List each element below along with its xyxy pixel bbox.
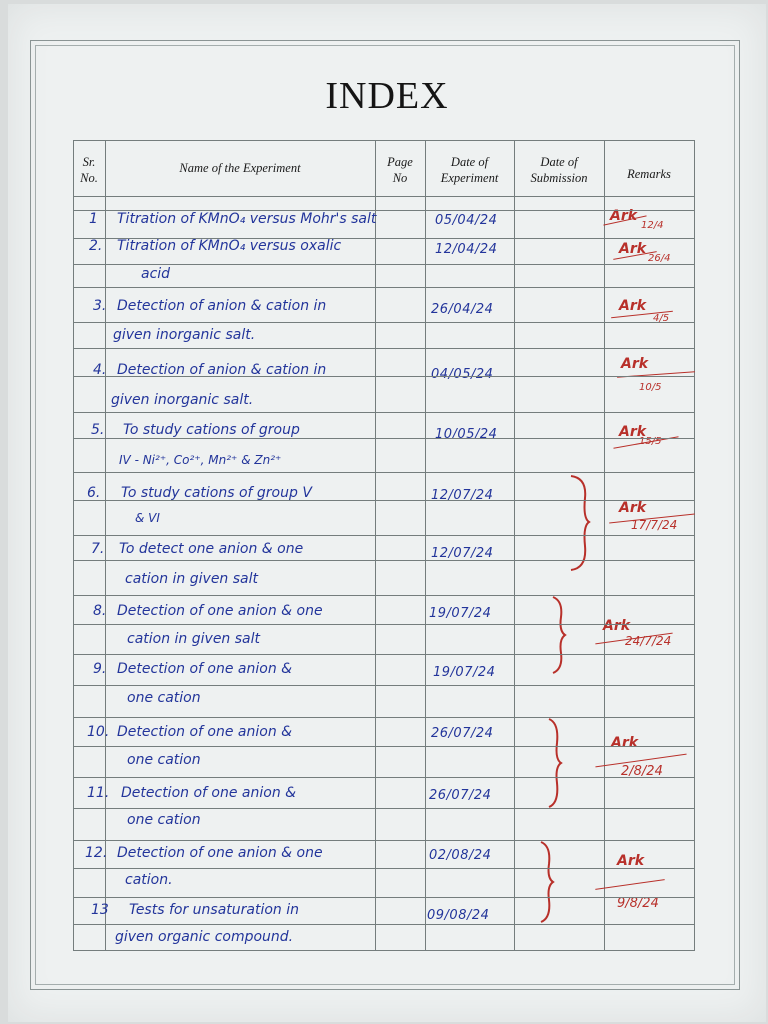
remark-date: 15/5 — [639, 436, 662, 447]
entry-number: 9. — [93, 661, 107, 677]
entry-number: 10. — [87, 724, 110, 740]
bracket — [569, 474, 593, 574]
entry-name-cont: acid — [141, 266, 171, 282]
table-rule — [73, 140, 695, 141]
entry-date: 12/07/24 — [431, 546, 494, 561]
remark-signature: Ark — [619, 500, 647, 516]
entry-name: To detect one anion & one — [119, 541, 304, 557]
table-rule — [73, 924, 695, 925]
table-rule — [73, 535, 695, 536]
entry-name-cont: one cation — [127, 812, 201, 828]
page-title: INDEX — [325, 75, 449, 117]
entry-number: 8. — [93, 603, 107, 619]
table-rule — [73, 808, 695, 809]
remark-signature: Ark — [619, 241, 647, 257]
entry-name-cont: cation in given salt — [125, 571, 259, 587]
remark-date: 4/5 — [653, 313, 670, 324]
remark-signature: Ark — [619, 424, 647, 440]
entry-name: Detection of one anion & — [117, 724, 293, 740]
entry-date: 10/05/24 — [435, 427, 498, 442]
table-rule — [73, 210, 695, 211]
table-rule — [73, 264, 695, 265]
remark-date: 9/8/24 — [617, 896, 659, 911]
table-rule — [73, 500, 695, 501]
remark-date: 2/8/24 — [621, 764, 663, 779]
entry-name: Detection of one anion & — [121, 785, 297, 801]
entry-name: Tests for unsaturation in — [129, 902, 300, 918]
entry-date: 26/07/24 — [429, 788, 492, 803]
entry-number: 3. — [93, 298, 107, 314]
index-table — [73, 140, 695, 950]
table-rule — [514, 140, 515, 950]
entry-name: Detection of one anion & one — [117, 845, 323, 861]
table-rule — [73, 196, 695, 197]
entry-name-cont: given inorganic salt. — [113, 327, 256, 343]
entry-date: 04/05/24 — [431, 367, 494, 382]
table-rule — [73, 560, 695, 561]
remark-signature: Ark — [603, 618, 631, 634]
entry-number: 6. — [87, 485, 101, 501]
remark-date: 17/7/24 — [631, 518, 678, 532]
entry-number: 5. — [91, 422, 105, 438]
entry-date: 19/07/24 — [433, 665, 496, 680]
entry-name-cont: given organic compound. — [115, 929, 294, 945]
table-rule — [73, 777, 695, 778]
entry-name-cont: one cation — [127, 752, 201, 768]
table-rule — [604, 140, 605, 950]
table-rule — [73, 348, 695, 349]
remark-date: 10/5 — [639, 382, 662, 393]
notebook-page — [8, 4, 766, 1022]
table-rule — [73, 322, 695, 323]
table-rule — [73, 897, 695, 898]
remark-signature: Ark — [617, 853, 645, 869]
entry-date: 12/04/24 — [435, 242, 498, 257]
entry-name: Detection of anion & cation in — [117, 362, 327, 378]
table-rule — [73, 717, 695, 718]
table-rule — [73, 595, 695, 596]
entry-name-cont: cation in given salt — [127, 631, 261, 647]
table-rule — [73, 868, 695, 869]
remark-date: 24/7/24 — [625, 634, 672, 648]
remark-signature: Ark — [610, 208, 638, 224]
header-page-no: Page No — [387, 155, 413, 185]
entry-name: Detection of one anion & — [117, 661, 293, 677]
entry-date: 12/07/24 — [431, 488, 494, 503]
table-rule — [73, 950, 695, 951]
entry-name: Detection of anion & cation in — [117, 298, 327, 314]
entry-date: 26/07/24 — [431, 726, 494, 741]
entry-number: 4. — [93, 362, 107, 378]
entry-date: 19/07/24 — [429, 606, 492, 621]
table-rule — [73, 685, 695, 686]
entry-name-cont: & VI — [135, 511, 160, 525]
entry-name: Titration of KMnO₄ versus oxalic — [117, 238, 342, 254]
entry-number: 2. — [89, 238, 103, 254]
entry-date: 05/04/24 — [435, 213, 498, 228]
remark-date: 12/4 — [641, 220, 664, 231]
table-rule — [375, 140, 376, 950]
header-remarks: Remarks — [627, 167, 671, 181]
remark-date: 26/4 — [648, 253, 671, 264]
entry-name-cont: cation. — [125, 872, 173, 888]
entry-number: 11. — [87, 785, 110, 801]
entry-date: 02/08/24 — [429, 848, 492, 863]
entry-number: 1 — [89, 211, 98, 227]
table-rule — [73, 376, 695, 377]
table-rule — [73, 654, 695, 655]
remark-signature: Ark — [619, 298, 647, 314]
table-rule — [105, 140, 106, 950]
bracket — [537, 840, 557, 924]
table-rule — [73, 140, 74, 950]
table-rule — [73, 287, 695, 288]
table-rule — [694, 140, 695, 950]
table-rule — [73, 746, 695, 747]
header-experiment-name: Name of the Experiment — [179, 161, 301, 175]
entry-number: 12. — [85, 845, 108, 861]
table-rule — [73, 438, 695, 439]
header-date-experiment: Date of Experiment — [440, 155, 499, 185]
remark-stroke — [595, 879, 664, 890]
entry-name-cont: one cation — [127, 690, 201, 706]
entry-name-cont: given inorganic salt. — [111, 392, 254, 408]
entry-name: Detection of one anion & one — [117, 603, 323, 619]
header-sr-no: Sr. No. — [80, 155, 98, 185]
bracket — [545, 717, 565, 809]
entry-name: To study cations of group V — [121, 485, 312, 501]
table-rule — [425, 140, 426, 950]
table-rule — [73, 840, 695, 841]
entry-date: 26/04/24 — [431, 302, 494, 317]
table-rule — [73, 412, 695, 413]
remark-signature: Ark — [621, 356, 649, 372]
bracket — [549, 595, 569, 675]
entry-number: 7. — [91, 541, 105, 557]
entry-name: To study cations of group — [123, 422, 300, 438]
entry-name-cont: IV - Ni²⁺, Co²⁺, Mn²⁺ & Zn²⁺ — [119, 453, 282, 467]
entry-name: Titration of KMnO₄ versus Mohr's salt — [117, 211, 377, 227]
table-rule — [73, 624, 695, 625]
table-rule — [73, 472, 695, 473]
entry-date: 09/08/24 — [427, 908, 490, 923]
header-date-submission: Date of Submission — [530, 155, 588, 185]
entry-number: 13 — [91, 902, 109, 918]
table-rule — [73, 238, 695, 239]
remark-signature: Ark — [611, 735, 639, 751]
